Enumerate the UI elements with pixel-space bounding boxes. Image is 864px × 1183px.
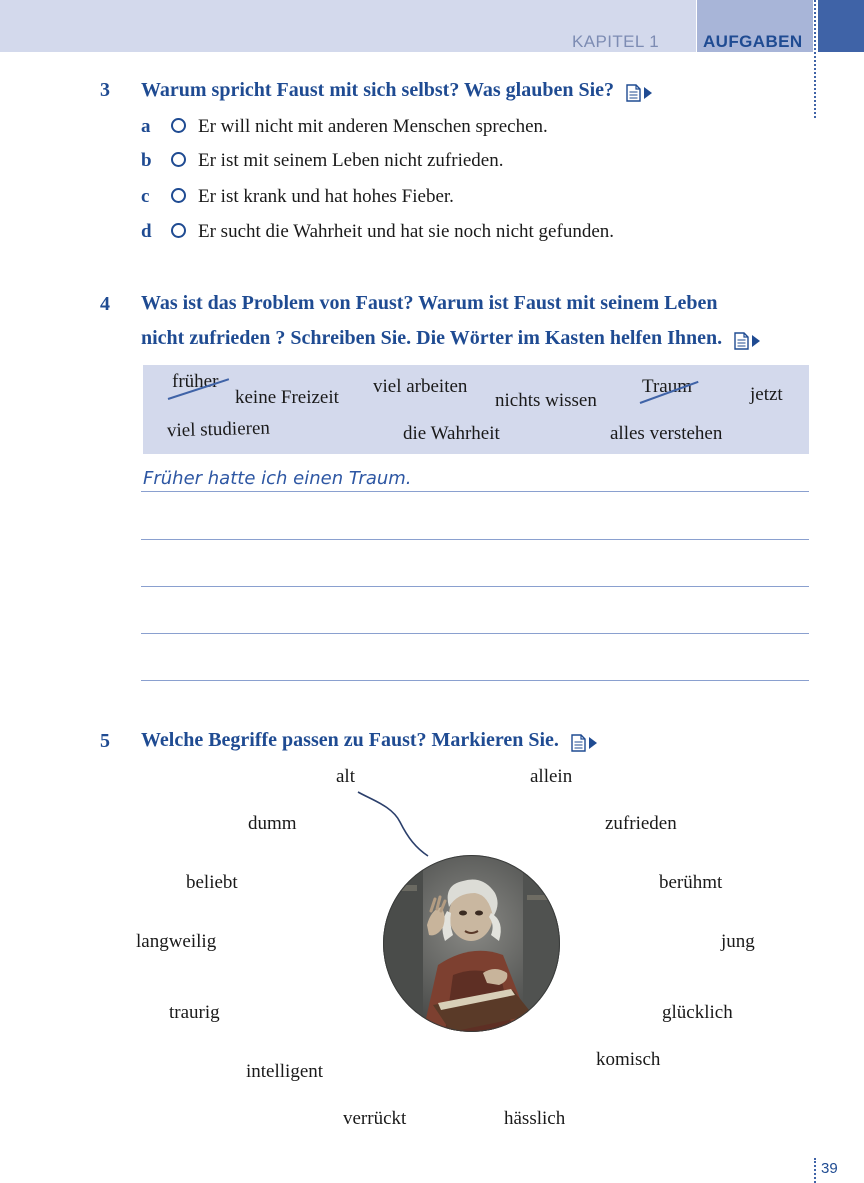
option-text: Er ist krank und hat hohes Fieber.	[198, 186, 454, 207]
box-word-nichts-wissen: nichts wissen	[495, 390, 597, 411]
question-5-text: Welche Begriffe passen zu Faust? Markieren Sie.	[141, 729, 559, 751]
worksheet-audio-icon[interactable]	[570, 725, 598, 760]
box-word-viel-studieren: viel studieren	[166, 417, 271, 442]
edge-dotted-line	[814, 0, 816, 118]
option-letter: d	[141, 221, 152, 242]
answer-line-5[interactable]	[141, 680, 809, 681]
adjective-allein[interactable]: allein	[530, 766, 573, 787]
example-answer: Früher hatte ich einen Traum.	[143, 468, 412, 489]
box-word-die-wahrheit: die Wahrheit	[403, 423, 500, 444]
option-a[interactable]	[141, 116, 548, 140]
adjective-zufrieden[interactable]: zufrieden	[605, 813, 677, 834]
answer-line-2[interactable]	[141, 539, 809, 540]
adjective-intelligent[interactable]: intelligent	[246, 1061, 324, 1082]
option-d[interactable]	[141, 221, 614, 245]
option-text: Er will nicht mit anderen Menschen sprechen.	[198, 116, 548, 137]
faust-portrait-image	[383, 855, 560, 1032]
worksheet-audio-icon[interactable]	[625, 75, 653, 110]
adjective-jung[interactable]: jung	[721, 931, 755, 952]
box-word-keine-freizeit: keine Freizeit	[235, 387, 339, 408]
chapter-label: KAPITEL 1	[572, 32, 660, 51]
question-4-line-1: Was ist das Problem von Faust? Warum ist Faust mit seinem Leben	[141, 292, 718, 314]
adjective-alt[interactable]: alt	[336, 766, 355, 787]
question-4-number: 4	[100, 293, 110, 315]
edge-dotted-line-bottom	[814, 1158, 816, 1183]
worksheet-audio-icon[interactable]	[733, 323, 761, 358]
question-4-line-2: nicht zufrieden ? Schreiben Sie. Die Wörter im Kasten helfen Ihnen.	[141, 327, 723, 349]
answer-line-4[interactable]	[141, 633, 809, 634]
page-number: 39	[821, 1160, 838, 1177]
option-b[interactable]	[141, 150, 503, 174]
adjective-dumm[interactable]: dumm	[248, 813, 297, 834]
option-letter: a	[141, 116, 151, 137]
option-d-radio[interactable]	[171, 223, 186, 238]
option-c-radio[interactable]	[171, 188, 186, 203]
adjective-komisch[interactable]: komisch	[596, 1049, 661, 1070]
question-3-prompt	[141, 73, 653, 110]
option-letter: c	[141, 186, 150, 207]
adjective-haesslich[interactable]: hässlich	[504, 1108, 566, 1129]
adjective-gluecklich[interactable]: glücklich	[662, 1002, 733, 1023]
adjective-beliebt[interactable]: beliebt	[186, 872, 238, 893]
answer-line-1[interactable]	[141, 491, 809, 492]
adjective-verrueckt[interactable]: verrückt	[343, 1108, 407, 1129]
box-word-frueher: früher	[172, 371, 219, 392]
box-word-viel-arbeiten: viel arbeiten	[373, 376, 468, 397]
option-text: Er sucht die Wahrheit und hat sie noch nicht gefunden.	[198, 221, 615, 242]
adjective-traurig[interactable]: traurig	[169, 1002, 220, 1023]
option-b-radio[interactable]	[171, 152, 186, 167]
question-5-number: 5	[100, 730, 110, 752]
option-letter: b	[141, 150, 152, 171]
option-a-radio[interactable]	[171, 118, 186, 133]
option-text: Er ist mit seinem Leben nicht zufrieden.	[198, 150, 504, 171]
box-word-traum: Traum	[642, 376, 692, 397]
option-c[interactable]	[141, 186, 454, 210]
question-3-text: Warum spricht Faust mit sich selbst? Was glauben Sie?	[141, 79, 615, 101]
question-3-number: 3	[100, 79, 110, 101]
answer-line-3[interactable]	[141, 586, 809, 587]
box-word-jetzt: jetzt	[750, 384, 783, 405]
section-tab-label: AUFGABEN	[703, 32, 803, 51]
page-edge-band	[818, 0, 864, 52]
question-4-line-2-wrap	[141, 321, 761, 358]
adjective-beruehmt[interactable]: berühmt	[659, 872, 723, 893]
question-5-prompt	[141, 723, 598, 760]
adjective-langweilig[interactable]: langweilig	[136, 931, 217, 952]
box-word-alles-verstehen: alles verstehen	[610, 423, 723, 444]
